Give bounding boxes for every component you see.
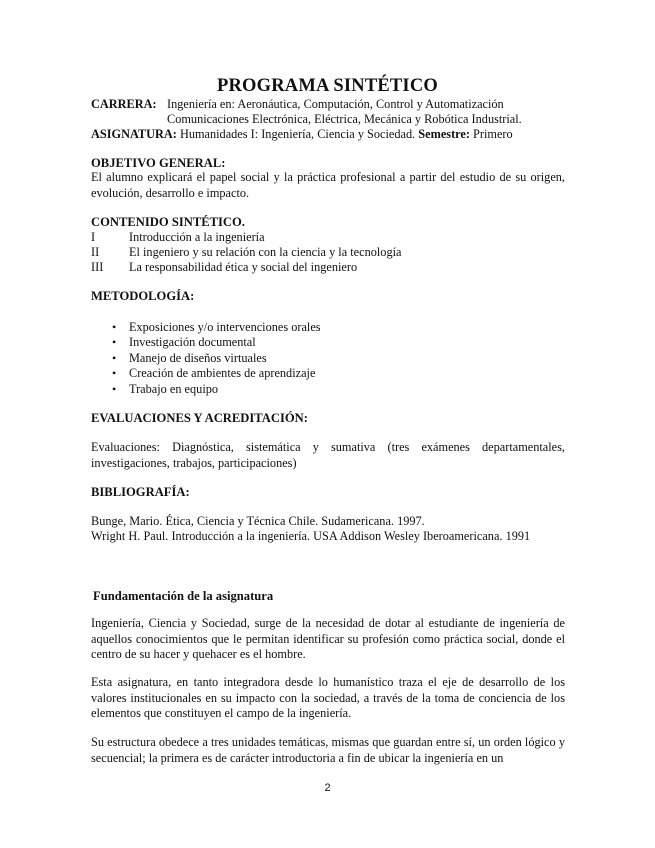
objetivo-heading: OBJETIVO GENERAL: [91,156,226,170]
bibliografia-item: Wright H. Paul. Introducción a la ingeniería. USA Addison Wesley Iberoamericana. 1991 [91,529,531,543]
metodologia-item: Trabajo en equipo [129,382,219,396]
objetivo-text: El alumno explicará el papel social y la práctica profesional a partir del estudio de su origen, evolución, desarrollo e impacto. [91,170,565,200]
page-title: PROGRAMA SINTÉTICO [216,76,438,96]
bullet-icon: • [112,382,117,396]
contenido-item: La responsabilidad ética y social del ingeniero [129,260,358,274]
bullet-icon: • [112,335,117,349]
bullet-icon: • [112,366,117,380]
bullet-icon: • [112,320,117,334]
carrera-line-1 [91,97,504,112]
bibliografia-heading: BIBLIOGRAFÍA: [91,485,190,499]
carrera-value-1: Ingeniería en: Aeronáutica, Computación, Control y Automatización [167,97,504,111]
metodologia-item: Investigación documental [129,335,256,349]
metodologia-item: Creación de ambientes de aprendizaje [129,366,316,380]
contenido-num: II [91,245,100,259]
contenido-item: El ingeniero y su relación con la ciencia y la tecnología [129,245,402,259]
bullet-icon: • [112,351,117,365]
evaluaciones-heading: EVALUACIONES Y ACREDITACIÓN: [91,411,308,425]
fundamentacion-paragraph-2: Esta asignatura, en tanto integradora desde lo humanístico traza el eje de desarrollo de los valores institucionales en su impacto con la sociedad, a través de la toma de conciencia de los elementos que constituyen el campo de la ingeniería. [91,675,565,720]
contenido-item: Introducción a la ingeniería [129,230,265,244]
metodologia-item: Exposiciones y/o intervenciones orales [129,320,321,334]
metodologia-item: Manejo de diseños virtuales [129,351,267,365]
contenido-num: III [91,260,104,274]
contenido-num: I [91,230,96,244]
asignatura-value: Humanidades I: Ingeniería, Ciencia y Sociedad. [179,127,416,141]
bibliografia-item: Bunge, Mario. Ética, Ciencia y Técnica Chile. Sudamericana. 1997. [91,514,425,528]
evaluaciones-text: Evaluaciones: Diagnóstica, sistemática y sumativa (tres exámenes departamentales, investigaciones, trabajos, participaciones) [91,440,565,470]
asignatura-label: ASIGNATURA: [91,127,177,141]
semestre-label: Semestre: [418,127,470,141]
asignatura-line [91,127,513,142]
fundamentacion-paragraph-3: Su estructura obedece a tres unidades temáticas, mismas que guardan entre sí, un orden lógico y secuencial; la primera es de carácter introductoria a fin de ubicar la ingeniería en un [91,735,565,765]
contenido-heading: CONTENIDO SINTÉTICO. [91,215,245,229]
carrera-label: CARRERA: [91,97,157,111]
metodologia-heading: METODOLOGÍA: [91,289,195,303]
page-number: 2 [324,782,331,794]
fundamentacion-paragraph-1: Ingeniería, Ciencia y Sociedad, surge de la necesidad de dotar al estudiante de ingeniería de aquellos conocimientos que le permitan identificar su profesión como práctica social, donde el centro de su hacer y quehacer es el hombre. [91,616,565,661]
fundamentacion-heading: Fundamentación de la asignatura [93,589,274,603]
semestre-value: Primero [473,127,513,141]
carrera-value-2: Comunicaciones Electrónica, Eléctrica, Mecánica y Robótica Industrial. [167,112,522,126]
